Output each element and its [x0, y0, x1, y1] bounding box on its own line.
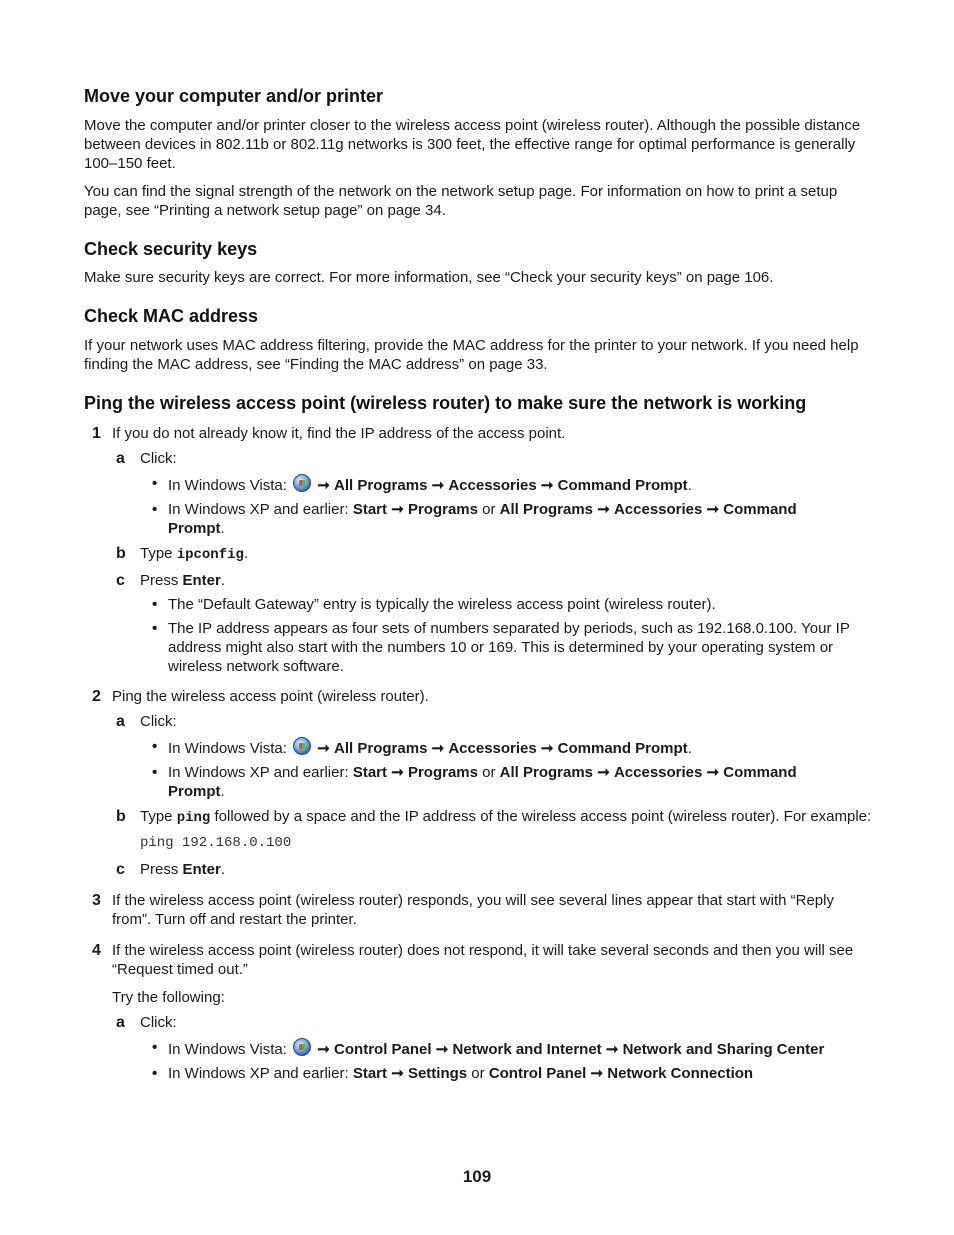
period: . [220, 572, 226, 589]
bullet-vista [84, 737, 874, 758]
menu-command: Command [723, 501, 797, 518]
key-enter: Enter [182, 572, 221, 589]
bullet-dot: • [152, 620, 158, 637]
step-number: 2 [92, 688, 101, 705]
arrow-icon: ➞ [605, 1041, 619, 1058]
vista-label: In Windows Vista: [168, 477, 287, 494]
windows-start-icon [293, 1038, 311, 1056]
heading-ping: Ping the wireless access point (wireless router) to make sure the network is working [84, 393, 807, 413]
step-3 [84, 891, 874, 929]
menu-all-programs: All Programs [334, 740, 428, 757]
bullet-dot: • [152, 1065, 158, 1082]
step-1b [84, 544, 874, 565]
step-4 [84, 941, 874, 979]
step-text: If the wireless access point (wireless router) responds, you will see several lines appear that start with “Reply from”. Turn off and restart the printer. [112, 892, 834, 928]
arrow-icon: ➞ [317, 477, 330, 494]
sub-letter: b [116, 808, 126, 825]
sub-letter: b [116, 545, 126, 562]
menu-accessories: Accessories [448, 740, 537, 757]
period: . [243, 545, 249, 562]
menu-accessories: Accessories [448, 477, 537, 494]
sub-letter: a [116, 713, 125, 730]
type-label: Type [140, 808, 173, 825]
command-ipconfig: ipconfig [176, 547, 244, 563]
type-label: Type [140, 545, 173, 562]
arrow-icon: ➞ [391, 501, 404, 518]
arrow-icon: ➞ [540, 477, 554, 494]
menu-network-sharing: Network and Sharing Center [622, 1041, 825, 1058]
arrow-icon: ➞ [597, 501, 610, 518]
heading-move: Move your computer and/or printer [84, 86, 384, 106]
command-ping: ping [176, 810, 211, 826]
menu-all-programs: All Programs [499, 764, 594, 781]
move-paragraph-2: You can find the signal strength of the network on the network setup page. For information on how to print a setup page, see “Printing a network setup page” on page 34. [84, 183, 838, 219]
xp-label: In Windows XP and earlier: [168, 1065, 349, 1082]
heading-mac: Check MAC address [84, 306, 259, 326]
arrow-icon: ➞ [706, 501, 720, 518]
windows-start-icon [293, 474, 311, 492]
bullet-xp [84, 500, 874, 538]
click-label: Click: [140, 1014, 177, 1031]
arrow-icon: ➞ [435, 1041, 449, 1058]
bullet-dot: • [152, 764, 158, 781]
step-1a [84, 449, 874, 468]
try-following [84, 988, 874, 1007]
or-text: or [482, 764, 496, 781]
period: . [220, 783, 225, 800]
page-content [84, 84, 874, 1083]
bullet-xp [84, 763, 874, 801]
bullet-dot: • [152, 475, 158, 492]
menu-command-prompt: Command Prompt [557, 477, 688, 494]
press-label: Press [140, 861, 179, 878]
press-label: Press [140, 572, 179, 589]
click-label: Click: [140, 450, 177, 467]
step-number: 4 [92, 942, 101, 959]
page-number: 109 [462, 1167, 492, 1186]
menu-start: Start [352, 764, 388, 781]
menu-prompt: Prompt [168, 520, 221, 537]
sub-letter: c [116, 572, 125, 589]
step-2a [84, 712, 874, 731]
menu-control-panel: Control Panel [334, 1041, 432, 1058]
menu-accessories: Accessories [613, 764, 703, 781]
menu-settings: Settings [407, 1065, 468, 1082]
vista-label: In Windows Vista: [168, 1041, 287, 1058]
or-text: or [482, 501, 496, 518]
move-paragraph-1: Move the computer and/or printer closer to the wireless access point (wireless router). Although the possible distance between devices in 802.11b or 802.11g networks is 300 feet, the effective range for optimal performance is generally 100–150 feet. [84, 117, 861, 172]
arrow-icon: ➞ [706, 764, 720, 781]
arrow-icon: ➞ [391, 764, 404, 781]
step-2b [84, 807, 874, 828]
bullet-text: The IP address appears as four sets of numbers separated by periods, such as 192.168.0.100. Your IP address might also start with the numbers 10 or 169. This is determined by your operating system or wireless network software. [168, 620, 850, 675]
arrow-icon: ➞ [317, 1041, 330, 1058]
menu-network-internet: Network and Internet [452, 1041, 602, 1058]
or-text: or [471, 1065, 485, 1082]
step-text: followed by a space and the IP address of the wireless access point (wireless router). For example: [214, 808, 872, 825]
step-text: If the wireless access point (wireless router) does not respond, it will take several seconds and then you will see “Request timed out.” [112, 942, 854, 978]
menu-accessories: Accessories [613, 501, 703, 518]
menu-prompt: Prompt [168, 783, 221, 800]
menu-programs: Programs [407, 501, 478, 518]
menu-control-panel: Control Panel [488, 1065, 587, 1082]
arrow-icon: ➞ [540, 740, 554, 757]
bullet-dot: • [152, 596, 158, 613]
menu-start: Start [352, 1065, 388, 1082]
arrow-icon: ➞ [590, 1065, 604, 1082]
xp-label: In Windows XP and earlier: [168, 764, 349, 781]
security-paragraph: Make sure security keys are correct. For more information, see “Check your security keys” on page 106. [84, 269, 774, 286]
bullet-default-gateway [84, 595, 874, 614]
heading-security: Check security keys [84, 239, 258, 259]
sub-letter: c [116, 861, 125, 878]
period: . [220, 520, 225, 537]
arrow-icon: ➞ [317, 740, 330, 757]
bullet-xp [84, 1064, 874, 1083]
xp-label: In Windows XP and earlier: [168, 501, 349, 518]
bullet-ip-address [84, 619, 874, 676]
step-4a [84, 1013, 874, 1032]
bullet-vista [84, 1038, 874, 1059]
menu-start: Start [352, 501, 388, 518]
menu-all-programs: All Programs [334, 477, 428, 494]
step-text: If you do not already know it, find the IP address of the access point. [112, 425, 566, 442]
arrow-icon: ➞ [431, 477, 445, 494]
windows-start-icon [293, 737, 311, 755]
bullet-dot: • [152, 1039, 158, 1056]
arrow-icon: ➞ [431, 740, 445, 757]
sub-letter: a [116, 1014, 125, 1031]
period: . [220, 861, 226, 878]
period: . [687, 740, 692, 757]
arrow-icon: ➞ [391, 1065, 404, 1082]
try-text: Try the following: [112, 989, 225, 1006]
bullet-text: The “Default Gateway” entry is typically the wireless access point (wireless router). [168, 596, 716, 613]
arrow-icon: ➞ [597, 764, 610, 781]
ping-example: ping 192.168.0.100 [140, 835, 292, 851]
period: . [687, 477, 692, 494]
mac-paragraph: If your network uses MAC address filtering, provide the MAC address for the printer to your network. If you need help finding the MAC address, see “Finding the MAC address” on page 33. [84, 337, 859, 373]
vista-label: In Windows Vista: [168, 740, 287, 757]
step-2c [84, 860, 874, 879]
menu-command-prompt: Command Prompt [557, 740, 688, 757]
bullet-dot: • [152, 738, 158, 755]
step-number: 1 [92, 425, 101, 442]
step-number: 3 [92, 892, 101, 909]
step-1 [84, 424, 874, 443]
menu-all-programs: All Programs [499, 501, 594, 518]
code-example [84, 834, 874, 853]
step-1c [84, 571, 874, 590]
bullet-dot: • [152, 501, 158, 518]
step-2 [84, 687, 874, 706]
bullet-vista [84, 474, 874, 495]
click-label: Click: [140, 713, 177, 730]
sub-letter: a [116, 450, 125, 467]
key-enter: Enter [182, 861, 221, 878]
menu-programs: Programs [407, 764, 478, 781]
menu-command: Command [723, 764, 797, 781]
menu-network-connection: Network Connection [607, 1065, 754, 1082]
step-text: Ping the wireless access point (wireless router). [112, 688, 429, 705]
